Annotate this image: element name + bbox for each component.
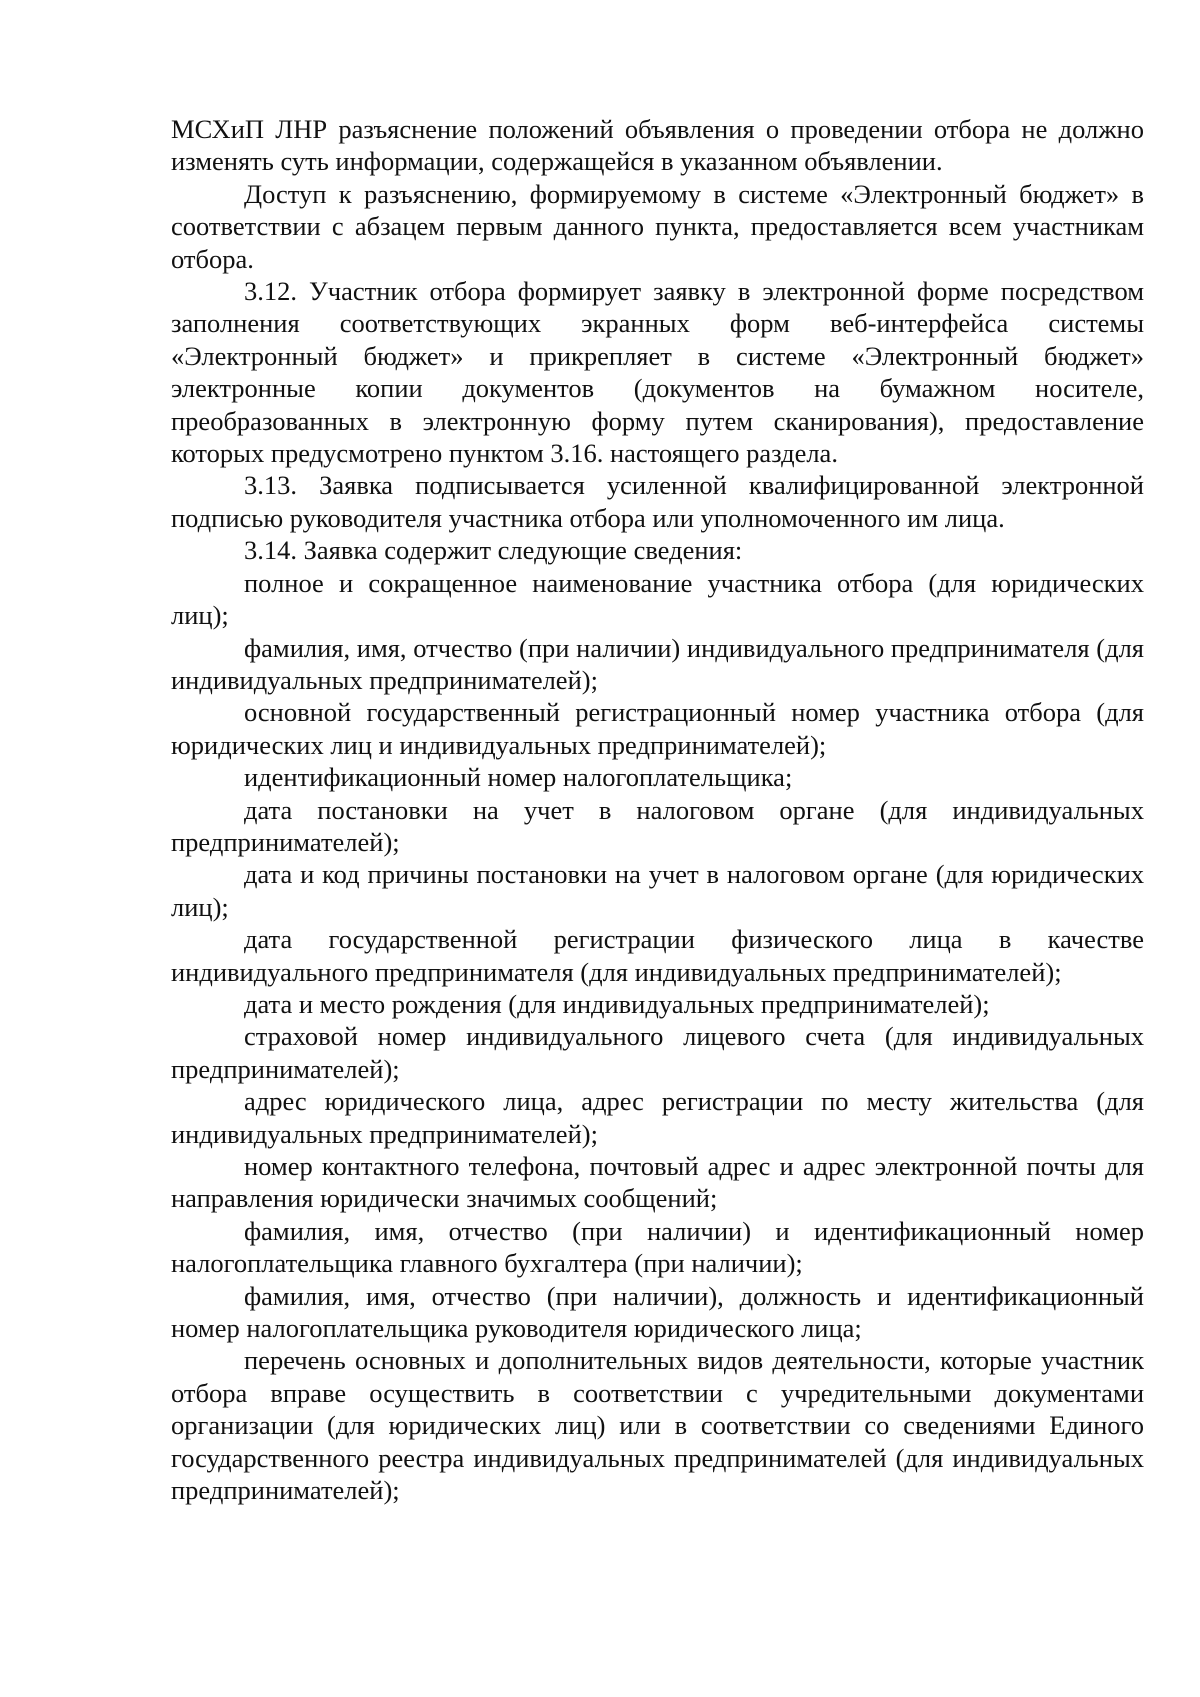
document-paragraph: фамилия, имя, отчество (при наличии) индивидуального предпринимателя (для индивидуальных предпринимателей); [171,632,1144,695]
document-body [171,113,1144,1506]
document-paragraph: фамилия, имя, отчество (при наличии), должность и идентификационный номер налогоплательщика руководителя юридического лица; [171,1280,1144,1344]
document-paragraph: основной государственный регистрационный номер участника отбора (для юридических лиц и индивидуальных предпринимателей); [171,697,1144,760]
document-paragraph: перечень основных и дополнительных видов деятельности, которые участник отбора вправе осуществить в соответствии с учредительными документами организации (для юридических лиц) или в соответствии со сведениями Единого государственного реестра индивидуальных предпринимателей (для индивидуальных предпринимателей); [171,1345,1144,1506]
document-paragraph: номер контактного телефона, почтовый адрес и адрес электронной почты для направления юридически значимых сообщений; [171,1151,1144,1214]
document-paragraph: дата постановки на учет в налоговом органе (для индивидуальных предпринимателей); [171,794,1144,857]
document-paragraph: дата и код причины постановки на учет в налоговом органе (для юридических лиц); [171,859,1144,922]
document-paragraph: 3.13. Заявка подписывается усиленной квалифицированной электронной подписью руководителя участника отбора или уполномоченного им лица. [171,470,1144,533]
document-paragraph: дата и место рождения (для индивидуальных предпринимателей); [244,988,990,1019]
document-paragraph: идентификационный номер налогоплательщика; [244,762,793,793]
document-paragraph: 3.14. Заявка содержит следующие сведения: [244,535,743,566]
document-paragraph: полное и сокращенное наименование участника отбора (для юридических лиц); [171,567,1144,631]
document-paragraph: МСХиП ЛНР разъяснение положений объявления о проведении отбора не должно изменять суть информации, содержащейся в указанном объявлении. [171,114,1144,177]
document-paragraph: адрес юридического лица, адрес регистрации по месту жительства (для индивидуальных предпринимателей); [171,1086,1144,1149]
document-paragraph: фамилия, имя, отчество (при наличии) и идентификационный номер налогоплательщика главного бухгалтера (при наличии); [171,1215,1144,1279]
document-paragraph: Доступ к разъяснению, формируемому в системе «Электронный бюджет» в соответствии с абзацем первым данного пункта, предоставляется всем участникам отбора. [171,178,1144,274]
document-paragraph: дата государственной регистрации физического лица в качестве индивидуального предпринимателя (для индивидуальных предпринимателей); [171,924,1144,987]
document-paragraph: страховой номер индивидуального лицевого счета (для индивидуальных предпринимателей); [171,1021,1144,1084]
document-paragraph: 3.12. Участник отбора формирует заявку в электронной форме посредством заполнения соответствующих экранных форм веб-интерфейса системы «Электронный бюджет» и прикрепляет в системе «Электронный бюджет» электронные копии документов (документов на бумажном носителе, преобразованных в электронную форму путем сканирования), предоставление которых предусмотрено пунктом 3.16. настоящего раздела. [171,276,1144,469]
